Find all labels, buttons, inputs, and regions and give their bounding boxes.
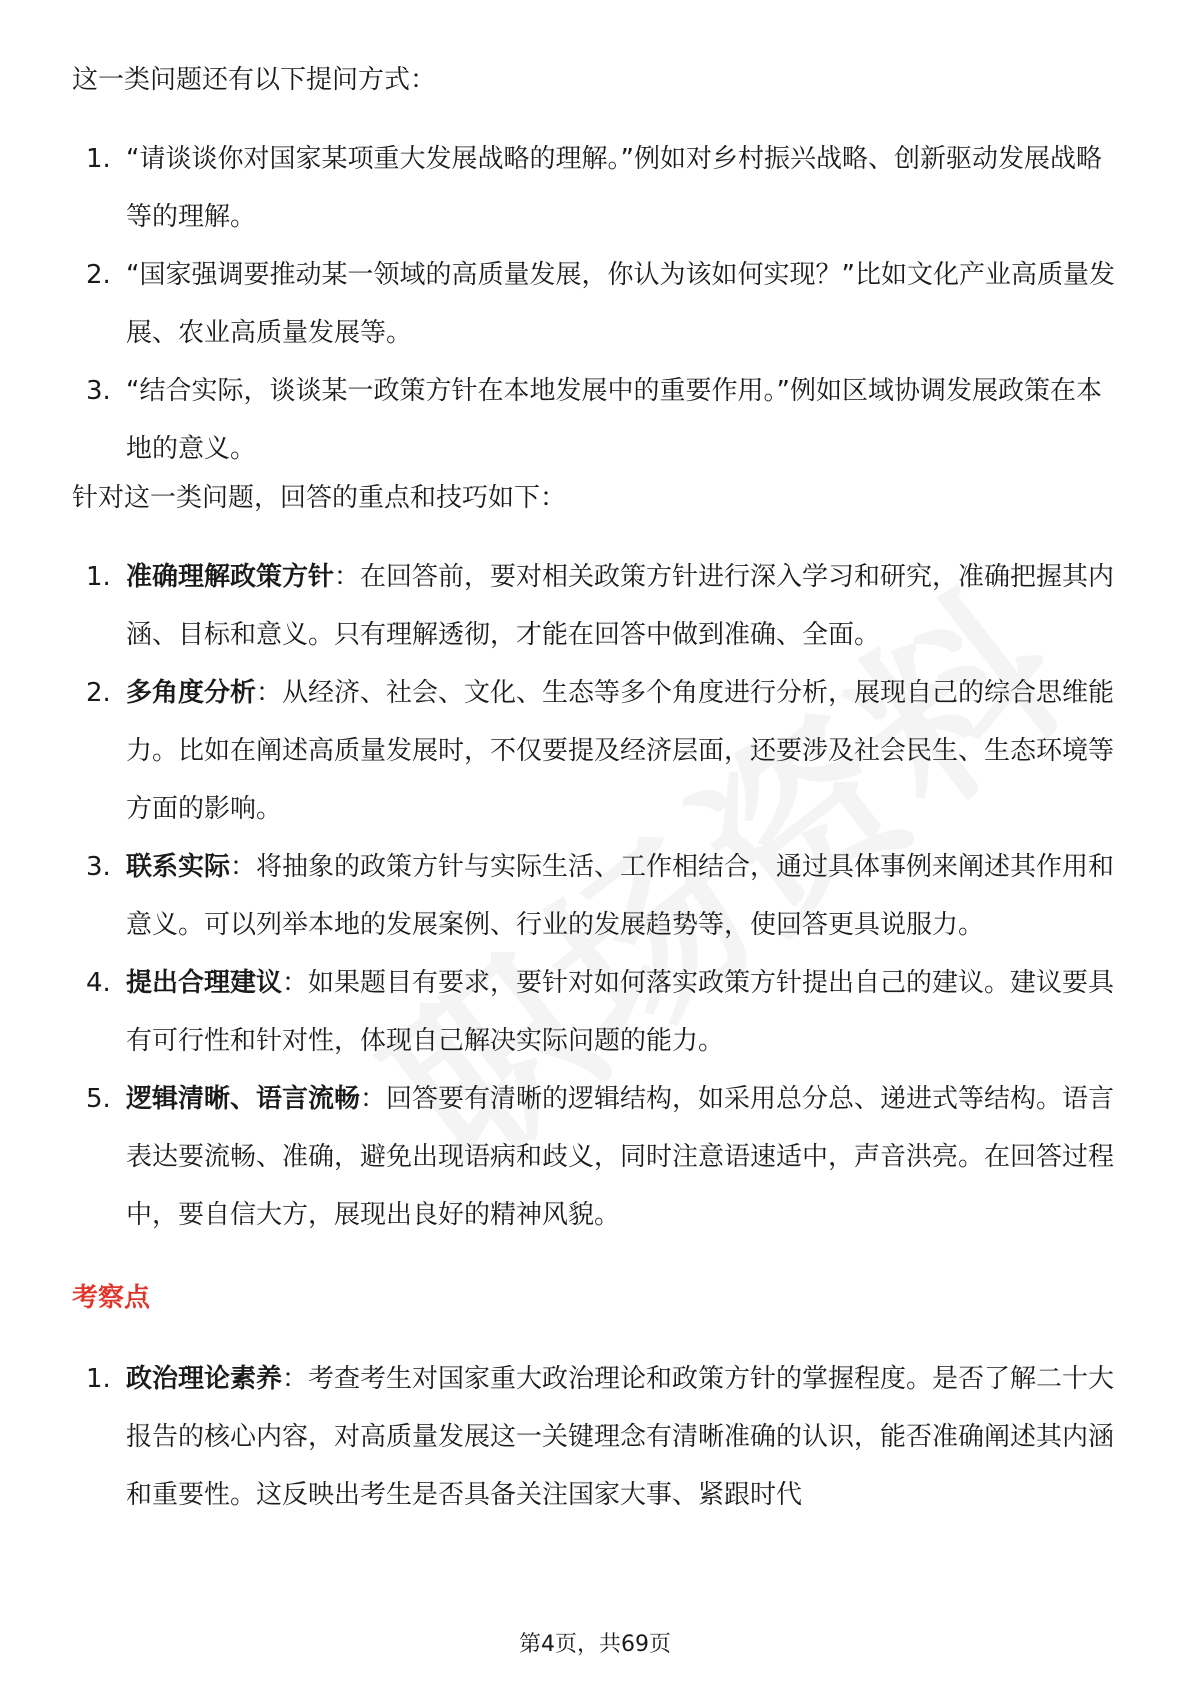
list-item-text: ：在回答前，要对相关政策方针进行深入学习和研究，准确把握其内涵、目标和意义。只有理解透彻，才能在回答中做到准确、全面。 xyxy=(126,562,1115,650)
list-item-term: 多角度分析 xyxy=(126,678,257,708)
intro-question-forms: 这一类问题还有以下提问方式： xyxy=(72,65,437,95)
list-item xyxy=(72,362,1122,478)
list-item-term: 提出合理建议 xyxy=(126,968,283,998)
page-number-footer: 第4页，共69页 xyxy=(519,1632,671,1657)
list-number: 4. xyxy=(86,968,111,998)
list-item xyxy=(72,954,1122,1070)
list-number: 2. xyxy=(86,678,111,708)
list-number: 1. xyxy=(86,1364,111,1394)
list-item-term: 政治理论素养 xyxy=(126,1364,283,1394)
list-item-term: 联系实际 xyxy=(126,852,231,882)
list-item xyxy=(72,838,1122,954)
list-item-term: 准确理解政策方针 xyxy=(126,562,335,592)
list-item xyxy=(72,548,1122,664)
list-number: 3. xyxy=(86,852,111,882)
list-number: 1. xyxy=(86,562,111,592)
list-item xyxy=(72,246,1122,362)
list-item xyxy=(72,130,1122,246)
section-heading: 考察点 xyxy=(72,1283,151,1313)
list-item-text: “国家强调要推动某一领域的高质量发展，你认为该如何实现？”比如文化产业高质量发展、农业高质量发展等。 xyxy=(126,260,1115,348)
list-number: 2. xyxy=(86,260,111,290)
list-item xyxy=(72,664,1122,838)
answer-tips-list xyxy=(72,548,1122,1244)
list-item-text: “请谈谈你对国家某项重大发展战略的理解。”例如对乡村振兴战略、创新驱动发展战略等的理解。 xyxy=(126,144,1102,232)
list-item-text: ：考查考生对国家重大政治理论和政策方针的掌握程度。是否了解二十大报告的核心内容，对高质量发展这一关键理念有清晰准确的认识，能否准确阐述其内涵和重要性。这反映出考生是否具备关注国家大事、紧跟时代 xyxy=(126,1364,1115,1510)
assessment-points-list xyxy=(72,1350,1122,1524)
list-item-text: ：如果题目有要求，要针对如何落实政策方针提出自己的建议。建议要具有可行性和针对性，体现自己解决实际问题的能力。 xyxy=(126,968,1115,1056)
list-item xyxy=(72,1070,1122,1244)
list-item-text: ：回答要有清晰的逻辑结构，如采用总分总、递进式等结构。语言表达要流畅、准确，避免出现语病和歧义，同时注意语速适中，声音洪亮。在回答过程中，要自信大方，展现出良好的精神风貌。 xyxy=(126,1084,1115,1230)
list-number: 1. xyxy=(86,144,111,174)
list-item-text: “结合实际，谈谈某一政策方针在本地发展中的重要作用。”例如区域协调发展政策在本地的意义。 xyxy=(126,376,1102,464)
list-item-text: ：从经济、社会、文化、生态等多个角度进行分析，展现自己的综合思维能力。比如在阐述高质量发展时，不仅要提及经济层面，还要涉及社会民生、生态环境等方面的影响。 xyxy=(126,678,1115,824)
list-item-term: 逻辑清晰、语言流畅 xyxy=(126,1084,361,1114)
page-content xyxy=(72,60,1122,1524)
list-item-text: ：将抽象的政策方针与实际生活、工作相结合，通过具体事例来阐述其作用和意义。可以列举本地的发展案例、行业的发展趋势等，使回答更具说服力。 xyxy=(126,852,1115,940)
list-item xyxy=(72,1350,1122,1524)
intro-answer-tips: 针对这一类问题，回答的重点和技巧如下： xyxy=(72,483,567,513)
question-forms-list xyxy=(72,130,1122,478)
list-number: 3. xyxy=(86,376,111,406)
list-number: 5. xyxy=(86,1084,111,1114)
